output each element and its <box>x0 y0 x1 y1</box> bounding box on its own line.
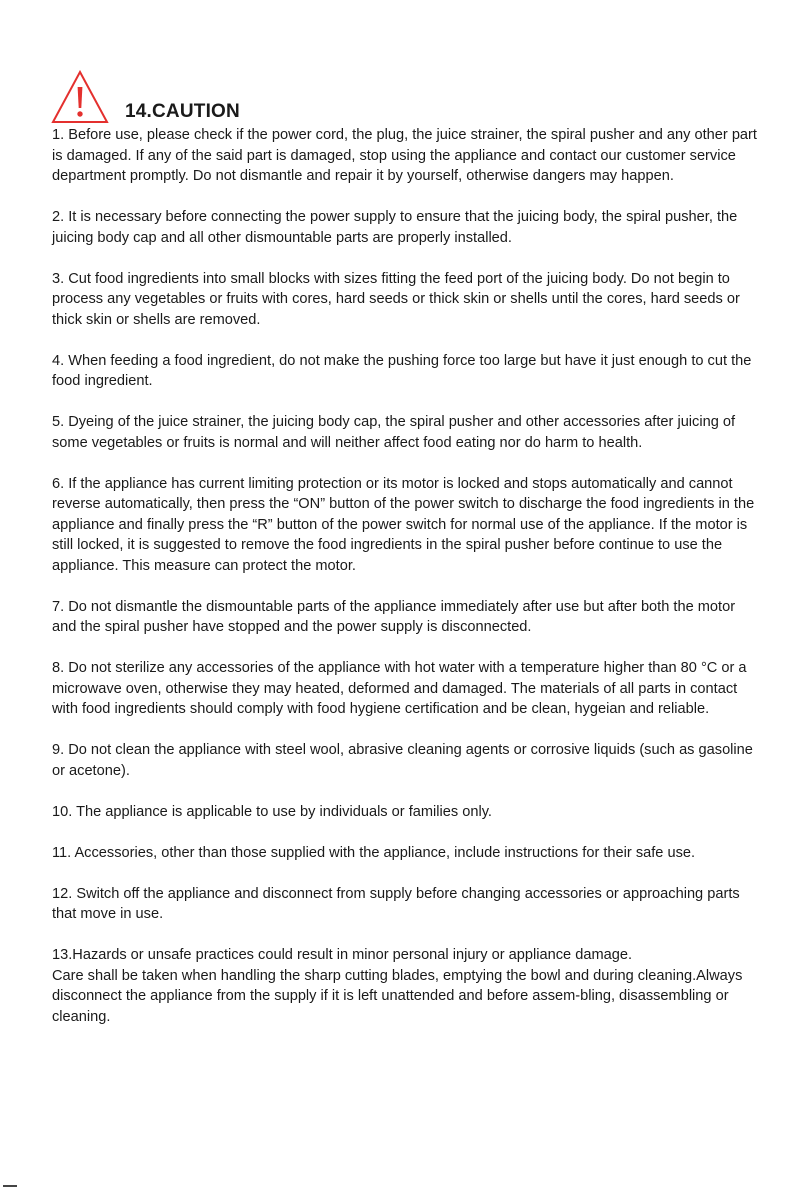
caution-text: 1. Before use, please check if the power cord, the plug, the juice strainer, the spiral pusher and any other part is damaged. If any of the said part is damaged, stop using the appliance and contact our customer service department promptly. Do not dismantle and repair it by yourself, otherwise dangers may happen. <box>52 127 757 184</box>
caution-text: 2. It is necessary before connecting the power supply to ensure that the juicing body, the spiral pusher, the juicing body cap and all other dismountable parts are properly installed. <box>52 209 738 246</box>
page-edge-mark <box>3 1185 17 1187</box>
section-title: 14.CAUTION <box>125 101 240 122</box>
caution-item-2 <box>52 207 762 248</box>
caution-item-8 <box>52 658 762 720</box>
caution-item-6 <box>52 474 762 577</box>
caution-item-1 <box>52 125 762 187</box>
caution-item-13 <box>52 945 762 1027</box>
caution-text: 4. When feeding a food ingredient, do not make the pushing force too large but have it just enough to cut the food ingredient. <box>52 352 752 389</box>
caution-list <box>52 125 762 1027</box>
caution-text: 8. Do not sterilize any accessories of the appliance with hot water with a temperature higher than 80 °C or a microwave oven, otherwise they may heated, deformed and damaged. The materials of all parts in contact with food ingredients should comply with food hygiene certification and be clean, hygeian and reliable. <box>52 660 747 717</box>
caution-item-3 <box>52 269 762 331</box>
caution-text: 10. The appliance is applicable to use by individuals or families only. <box>52 803 492 820</box>
caution-item-10 <box>52 802 762 823</box>
warning-triangle-icon <box>51 70 109 124</box>
caution-text: 5. Dyeing of the juice strainer, the juicing body cap, the spiral pusher and other accessories after juicing of some vegetables or fruits is normal and will neither affect food eating nor do harm to health. <box>52 414 736 451</box>
caution-text: 9. Do not clean the appliance with steel wool, abrasive cleaning agents or corrosive liquids (such as gasoline or acetone). <box>52 742 753 779</box>
caution-item-7 <box>52 597 762 638</box>
caution-text: 6. If the appliance has current limiting protection or its motor is locked and stops automatically and cannot reverse automatically, then press the “ON” button of the power switch to discharge the food ingredients in the appliance and finally press the “R” button of the power switch for normal use of the appliance. If the motor is still locked, it is suggested to remove the food ingredients in the spiral pusher before continue to use the appliance. This measure can protect the motor. <box>52 475 755 574</box>
caution-item-11 <box>52 843 762 864</box>
section-header <box>51 68 240 124</box>
caution-text: 3. Cut food ingredients into small blocks with sizes fitting the feed port of the juicing body. Do not begin to process any vegetables or fruits with cores, hard seeds or thick skin or shells until the cores, hard seeds or thick skin or shells are removed. <box>52 270 740 328</box>
caution-text: 7. Do not dismantle the dismountable parts of the appliance immediately after use but after both the motor and the spiral pusher have stopped and the power supply is disconnected. <box>52 598 736 635</box>
caution-text-continuation: Care shall be taken when handling the sharp cutting blades, emptying the bowl and during cleaning.Always disconnect the appliance from the supply if it is left unattended and before assem-bling, disassembling or cleaning. <box>52 967 743 1025</box>
caution-text: 11. Accessories, other than those supplied with the appliance, include instructions for their safe use. <box>52 844 696 861</box>
caution-item-5 <box>52 412 762 453</box>
caution-item-9 <box>52 740 762 781</box>
caution-item-12 <box>52 884 762 925</box>
caution-text: 12. Switch off the appliance and disconnect from supply before changing accessories or approaching parts that move in use. <box>52 885 740 922</box>
caution-item-4 <box>52 351 762 392</box>
caution-text: 13.Hazards or unsafe practices could result in minor personal injury or appliance damage. <box>52 947 633 963</box>
